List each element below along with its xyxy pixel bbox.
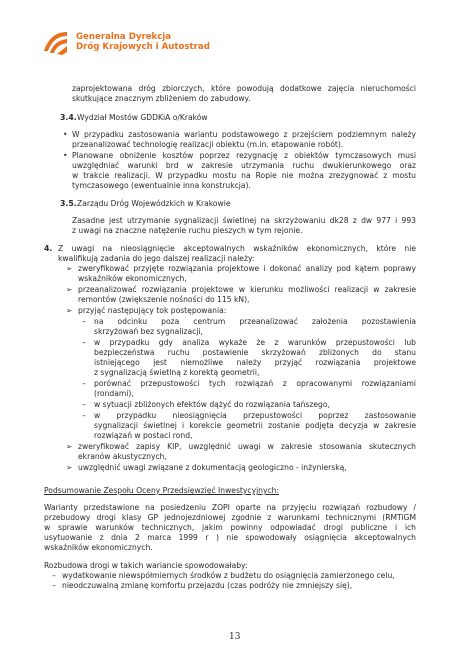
summary-d1: wydatkowanie niewspółmiernych środków z budżetu do osiągnięcia zamierzonego celu, [62,571,395,580]
s4-d4-line-1: w sytuacji zbliżonych efektów dążyć do rozwiązania tańszego, [94,400,330,409]
section-3-4-number: 3.4. [60,113,77,122]
dash-bullet-icon: – [52,571,56,580]
s4-b2-line-1: przeanalizować rozwiązania projektowe w kierunku możliwości realizacji w zakresie [78,285,416,294]
s4-d3-line-2: (rondami), [94,389,134,398]
s34-b2-line-2: uwzględniać warunki brd w zakresie utrzymania ruchu dwukierunkowego oraz [72,161,416,170]
s4-b1-line-1: zweryfikować przyjęte rozwiązania projektowe i dokonać analizy pod kątem poprawy [78,264,416,273]
arrow-bullet-icon: ➢ [66,285,73,294]
summary-p1-line-1: Warianty przedstawione na posiedzeniu ZOPI oparte na przyjęciu rozwiązań rozbudowy / [44,503,416,512]
section-4-number: 4. [44,244,53,253]
s34-b2-line-3: w trakcie realizacji. W przypadku mostu na Ropie nie można zrezygnować z mostu [72,171,416,180]
s4-d3-line-1: porównać przepustowości tych rozwiązań z opracowanymi rozwiązaniami [94,379,416,388]
bullet-icon: • [63,151,68,160]
dash-bullet-icon: – [82,338,86,347]
summary-p1-line-5: wskaźników ekonomicznych. [44,543,153,552]
arrow-bullet-icon: ➢ [66,306,73,315]
s4-line-2: kwalifikują zadania do jego dalszej realizacji należy: [58,254,255,263]
s4-d5-line-2: sygnalizacji świetlnej i korekcie geometrii zostanie podjęta decyzja w zakresie [94,421,416,430]
intro-line-2: skutkujące znacznym zbliżeniem do zabudowy. [72,94,251,103]
intro-line-1: zaprojektowana dróg zbiorczych, które powodują dodatkowe zajęcia nieruchomości [72,84,416,93]
s4-d2-line-1: w przypadku gdy analiza wykaże że z warunków przepustowości lub [94,338,416,347]
s34-b2-line-4: tymczasowego (ewentualnie inna konstrukcja). [72,181,251,190]
s4-b1-line-2: wskaźników ekonomicznych, [78,274,187,283]
summary-p1-line-2: przebudowy drogi klasy GP jednojezdniowej zgodnie z warunkami technicznymi (RMTiGM [44,513,416,522]
arrow-bullet-icon: ➢ [66,463,73,472]
org-name-line2: Dróg Krajowych i Autostrad [76,42,210,52]
summary-p1-line-3: w sprawie warunków technicznych, jakim powinny odpowiadać drogi publiczne i ich [44,523,416,532]
s4-d1-line-2: skrzyżowań bez sygnalizacji, [94,327,203,336]
section-3-4-title: Wydział Mostów GDDKiA o/Kraków [77,113,208,122]
s4-b4-line-1: zweryfikować zapisy KIP, uwzględnić uwagi w zakresie stosowania skutecznych [78,442,416,451]
arrow-bullet-icon: ➢ [66,442,73,451]
summary-heading: Podsumowanie Zespołu Oceny Przedsięwzięć Inwestycyjnych: [44,486,280,495]
s35-line-2: z uwagi na znaczne natężenie ruchu pieszych w tym rejonie. [72,226,303,235]
s4-d5-line-1: w przypadku nieosiągnięcia przepustowości poprzez zastosowanie [94,411,416,420]
s34-b1-line-1: W przypadku zastosowania wariantu podstawowego z przejściem podziemnym należy [72,130,416,139]
dash-bullet-icon: – [52,581,56,590]
s34-b2-line-1: Planowane obniżenie kosztów poprzez rezygnację z obiektów tymczasowych musi [72,151,416,160]
gddkia-logo-icon [40,28,70,58]
bullet-icon: • [63,130,68,139]
summary-d2: nieodczuwalną zmianę komfortu przejazdu (czas podróży nie zmniejszy się), [62,581,353,590]
dash-bullet-icon: – [82,400,86,409]
summary-p1-line-4: usytuowanie z dnia 2 marca 1999 r ) nie spowodowały osiągnięcia akceptowalnych [44,533,416,542]
s4-d2-line-2: bezpieczeństwa ruchu postawienie skrzyżowań zbliżonych do stanu [94,348,416,357]
logo [40,28,70,58]
section-3-5-title: Zarządu Dróg Wojewódzkich w Krakowie [77,199,231,208]
s4-b5-line-1: uwzględnić uwagi związane z dokumentacją geologiczno - inżynierską, [78,463,347,472]
s4-b4-line-2: ekranów akustycznych, [78,452,167,461]
s35-line-1: Zasadne jest utrzymanie sygnalizacji świetlnej na skrzyżowaniu dk28 z dw 977 i 993 [72,216,416,225]
s4-line-1: Z uwagi na nieosiągnięcie akceptowalnych wskaźników ekonomicznych, które nie [58,244,416,253]
s4-d2-line-4: z sygnalizacją świetlną z korektą geometrii, [94,368,260,377]
section-3-5-number: 3.5. [60,199,77,208]
s4-d2-line-3: istniejącego jest niemożliwe należy przyjąć rozwiązania projektowe [94,358,416,367]
dash-bullet-icon: – [82,317,86,326]
s4-d5-line-3: rozwiązań w postaci rond, [94,431,193,440]
s34-b1-line-2: przeanalizować technologię realizacji obiektu (m.in. etapowanie robót). [72,140,344,149]
org-name-line1: Generalna Dyrekcja [76,32,172,42]
dash-bullet-icon: – [82,379,86,388]
page-number: 13 [229,632,241,642]
arrow-bullet-icon: ➢ [66,264,73,273]
summary-p2: Rozbudowa drogi w takich wariancie spowodowałaby: [44,561,248,570]
s4-d1-line-1: na odcinku poza centrum przeanalizować założenia pozostawienia [94,317,416,326]
s4-b2-line-2: remontów (zwiększenie nośności do 115 kN), [78,295,250,304]
s4-b3-line-1: przyjąć następujący tok postępowania: [78,306,227,315]
dash-bullet-icon: – [82,411,86,420]
